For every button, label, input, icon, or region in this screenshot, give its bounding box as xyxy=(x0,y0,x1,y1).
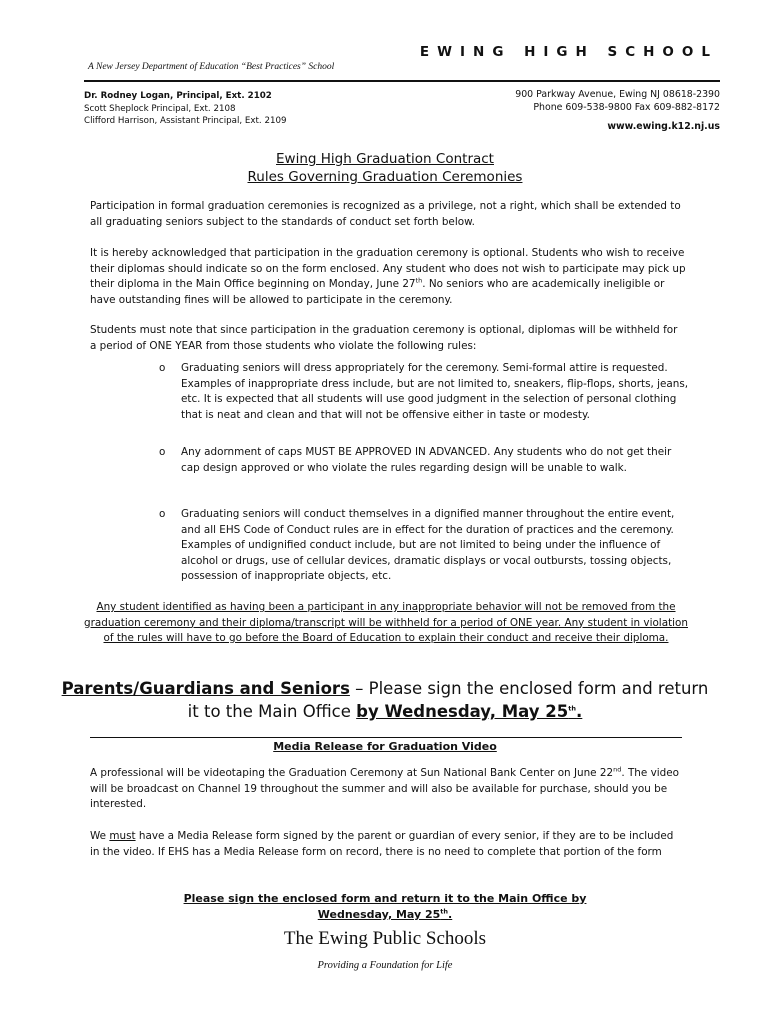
rule-text: Any adornment of caps MUST BE APPROVED IN ADVANCED. Any students who do not get their cap design approved or who violate the rules regarding design will be unable to walk. xyxy=(181,446,672,474)
paragraph-media-text-b: have a Media Release form signed by the parent or guardian of every senior, if they are to be included in the video. If EHS has a Media Release form on record, there is no need to complete that portion of the form xyxy=(90,830,674,858)
emphasis-must: must xyxy=(109,830,136,842)
principal2-line: Scott Sheplock Principal, Ext. 2108 xyxy=(84,103,236,114)
bullet-marker: o xyxy=(159,508,166,520)
contract-title xyxy=(0,150,770,186)
administrator-list xyxy=(84,90,287,128)
bullet-marker: o xyxy=(159,446,166,458)
final-instruction-line2 xyxy=(0,907,770,923)
deadline-text: by Wednesday, May 25 xyxy=(356,702,569,721)
section-divider xyxy=(90,737,682,738)
paragraph-video xyxy=(90,766,686,813)
assistant-principal-line: Clifford Harrison, Assistant Principal, Ext. 2109 xyxy=(84,116,287,126)
school-name: EWING HIGH SCHOOL xyxy=(419,44,718,60)
date-suffix: th xyxy=(415,276,423,285)
final-deadline-suffix: th xyxy=(440,907,449,916)
final-deadline: Wednesday, May 25 xyxy=(317,908,441,921)
paragraph-video-text-b: . The video will be broadcast on Channel 19 throughout the summer and will also be available for purchase, should you be interested. xyxy=(90,767,679,811)
paragraph-media-text-a: We xyxy=(90,830,110,842)
conduct-warning: Any student identified as having been a participant in any inappropriate behavior will not be removed from the graduation ceremony and their diploma/transcript will be withheld for a period of ONE year. Any student in violation of the rules will have to go before the Board of Education to explain their conduct and receive their diploma. xyxy=(84,601,688,645)
rule-text: Graduating seniors will conduct themselves in a dignified manner throughout the entire event, and all EHS Code of Conduct rules are in effect for the duration of practices and the ceremony. Examples of undignified conduct include, but are not limited to being under the influence of alcohol or drugs, use of cellular devices, dramatic displays or vocal outbursts, tossing objects, possession of inappropriate objects, etc. xyxy=(181,508,675,583)
school-address: 900 Parkway Avenue, Ewing NJ 08618-2390 xyxy=(515,89,720,100)
deadline-period: . xyxy=(576,702,583,721)
rule-text: Graduating seniors will dress appropriately for the ceremony. Semi-formal attire is requested. Examples of inappropriate dress include, but are not limited to, sneakers, flip-flops, shorts, jeans, etc. It is expected that all students will use good judgment in the selection of personal clothing that is neat and clean and that will not be offensive either in taste or modesty. xyxy=(181,362,689,421)
district-name: The Ewing Public Schools xyxy=(283,928,487,949)
principal-line: Dr. Rodney Logan, Principal, Ext. 2102 xyxy=(84,91,272,101)
paragraph-withheld: Students must note that since participation in the graduation ceremony is optional, diplomas will be withheld for a period of ONE YEAR from those students who violate the following rules: xyxy=(90,324,678,352)
media-release-title: Media Release for Graduation Video xyxy=(273,740,497,753)
contract-title-line2: Rules Governing Graduation Ceremonies xyxy=(247,169,523,185)
bullet-marker: o xyxy=(159,362,166,374)
sign-notice-text: – Please sign the enclosed form and return it to the Main Office xyxy=(187,679,709,721)
school-phone-fax: Phone 609-538-9800 Fax 609-882-8172 xyxy=(533,101,720,113)
letterhead-divider xyxy=(84,80,720,82)
paragraph-optional-text-a: It is hereby acknowledged that participation in the graduation ceremony is optional. Students who wish to receive their diplomas should indicate so on the form enclosed. Any student who does not wish to participate may pick up their diploma in the Main Office beginning on Monday, June 27 xyxy=(90,247,686,291)
paragraph-privilege: Participation in formal graduation ceremonies is recognized as a privilege, not a right, which shall be extended to all graduating seniors subject to the standards of conduct set forth below. xyxy=(90,200,681,228)
paragraph-optional-text-b: . No seniors who are academically ineligible or have outstanding fines will be allowed to participate in the ceremony. xyxy=(90,278,665,306)
date-suffix: nd xyxy=(613,765,622,774)
school-contact xyxy=(515,89,720,133)
deadline-suffix: th xyxy=(568,704,577,713)
district-motto: Providing a Foundation for Life xyxy=(317,960,453,971)
final-instruction xyxy=(0,891,770,923)
final-instruction-line1: Please sign the enclosed form and return it to the Main Office by xyxy=(183,892,587,905)
contract-title-line1: Ewing High Graduation Contract xyxy=(276,151,494,167)
paragraph-video-text-a: A professional will be videotaping the Graduation Ceremony at Sun National Bank Center on June 22 xyxy=(90,767,614,779)
sign-notice-audience: Parents/Guardians and Seniors xyxy=(61,679,350,698)
sign-notice xyxy=(60,677,710,723)
sign-notice-deadline xyxy=(356,702,582,721)
paragraph-media-form xyxy=(90,829,686,860)
final-deadline-period: . xyxy=(448,908,453,921)
school-tagline: A New Jersey Department of Education “Best Practices” School xyxy=(88,62,335,72)
school-website-link[interactable]: www.ewing.k12.nj.us xyxy=(607,120,720,132)
paragraph-optional xyxy=(90,246,686,308)
